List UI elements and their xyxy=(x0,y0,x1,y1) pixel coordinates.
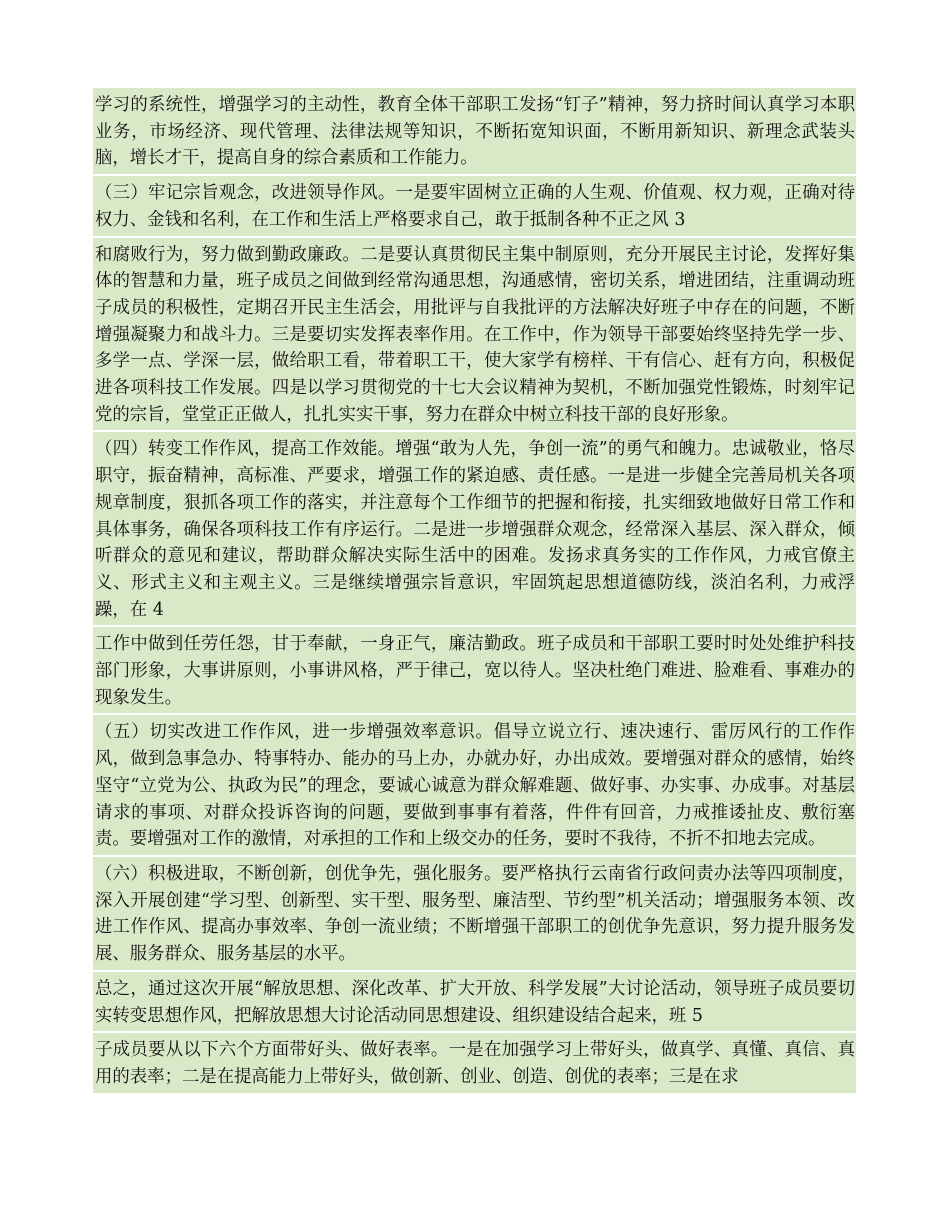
paragraph-study-continuation: 学习的系统性，增强学习的主动性，教育全体干部职工发扬“钉子”精神，努力挤时间认真学习本职业务，市场经济、现代管理、法律法规等知识，不断拓宽知识面，不断用新知识、新理念武装头脑，增长才干，提高自身的综合素质和工作能力。 xyxy=(93,88,856,174)
paragraph-summary-continuation: 子成员要从以下六个方面带好头、做好表率。一是在加强学习上带好头，做真学、真懂、真信、真用的表率；二是在提高能力上带好头，做创新、创业、创造、创优的表率；三是在求 xyxy=(93,1033,856,1092)
document-body xyxy=(93,88,856,1093)
paragraph-section-3-body: 和腐败行为，努力做到勤政廉政。二是要认真贯彻民主集中制原则，充分开展民主讨论，发挥好集体的智慧和力量，班子成员之间做到经常沟通思想，沟通感情，密切关系，增进团结，注重调动班子成员的积极性，定期召开民主生活会，用批评与自我批评的方法解决好班子中存在的问题，不断增强凝聚力和战斗力。三是要切实发挥表率作用。在工作中，作为领导干部要始终坚持先学一步、多学一点、学深一层，做给职工看，带着职工干，使大家学有榜样、干有信心、赶有方向，积极促进各项科技工作发展。四是以学习贯彻党的十七大会议精神为契机，不断加强党性锻炼，时刻牢记党的宗旨，堂堂正正做人，扎扎实实干事，努力在群众中树立科技干部的良好形象。 xyxy=(93,238,856,431)
paragraph-summary: 总之，通过这次开展“解放思想、深化改革、扩大开放、科学发展”大讨论活动，领导班子成员要切实转变思想作风，把解放思想大讨论活动同思想建设、组织建设结合起来，班 5 xyxy=(93,972,856,1031)
paragraph-section-5: （五）切实改进工作作风，进一步增强效率意识。倡导立说立行、速决速行、雷厉风行的工作作风，做到急事急办、特事特办、能办的马上办，办就办好，办出成效。要增强对群众的感情，始终坚守“立党为公、执政为民”的理念，要诚心诚意为群众解难题、做好事、办实事、办成事。对基层请求的事项、对群众投诉咨询的问题，要做到事事有着落，件件有回音，力戒推诿扯皮、敷衍塞责。要增强对工作的激情，对承担的工作和上级交办的任务，要时不我待，不折不扣地去完成。 xyxy=(93,715,856,855)
paragraph-section-4-continuation: 工作中做到任劳任怨，甘于奉献，一身正气，廉洁勤政。班子成员和干部职工要时时处处维护科技部门形象，大事讲原则，小事讲风格，严于律己，宽以待人。坚决杜绝门难进、脸难看、事难办的现象发生。 xyxy=(93,627,856,713)
paragraph-section-6: （六）积极进取，不断创新，创优争先，强化服务。要严格执行云南省行政问责办法等四项制度，深入开展创建“学习型、创新型、实干型、服务型、廉洁型、节约型”机关活动；增强服务本领、改进工作作风、提高办事效率、争创一流业绩；不断增强干部职工的创优争先意识，努力提升服务发展、服务群众、服务基层的水平。 xyxy=(93,857,856,970)
paragraph-section-4: （四）转变工作作风，提高工作效能。增强“敢为人先，争创一流”的勇气和魄力。忠诚敬业，恪尽职守，振奋精神，高标准、严要求，增强工作的紧迫感、责任感。一是进一步健全完善局机关各项规章制度，狠抓各项工作的落实，并注意每个工作细节的把握和衔接，扎实细致地做好日常工作和具体事务，确保各项科技工作有序运行。二是进一步增强群众观念，经常深入基层、深入群众，倾听群众的意见和建议，帮助群众解决实际生活中的困难。发扬求真务实的工作作风，力戒官僚主义、形式主义和主观主义。三是继续增强宗旨意识，牢固筑起思想道德防线，淡泊名利，力戒浮躁，在 4 xyxy=(93,432,856,625)
paragraph-section-3-heading: （三）牢记宗旨观念，改进领导作风。一是要牢固树立正确的人生观、价值观、权力观，正确对待权力、金钱和名利，在工作和生活上严格要求自己，敢于抵制各种不正之风 3 xyxy=(93,176,856,235)
